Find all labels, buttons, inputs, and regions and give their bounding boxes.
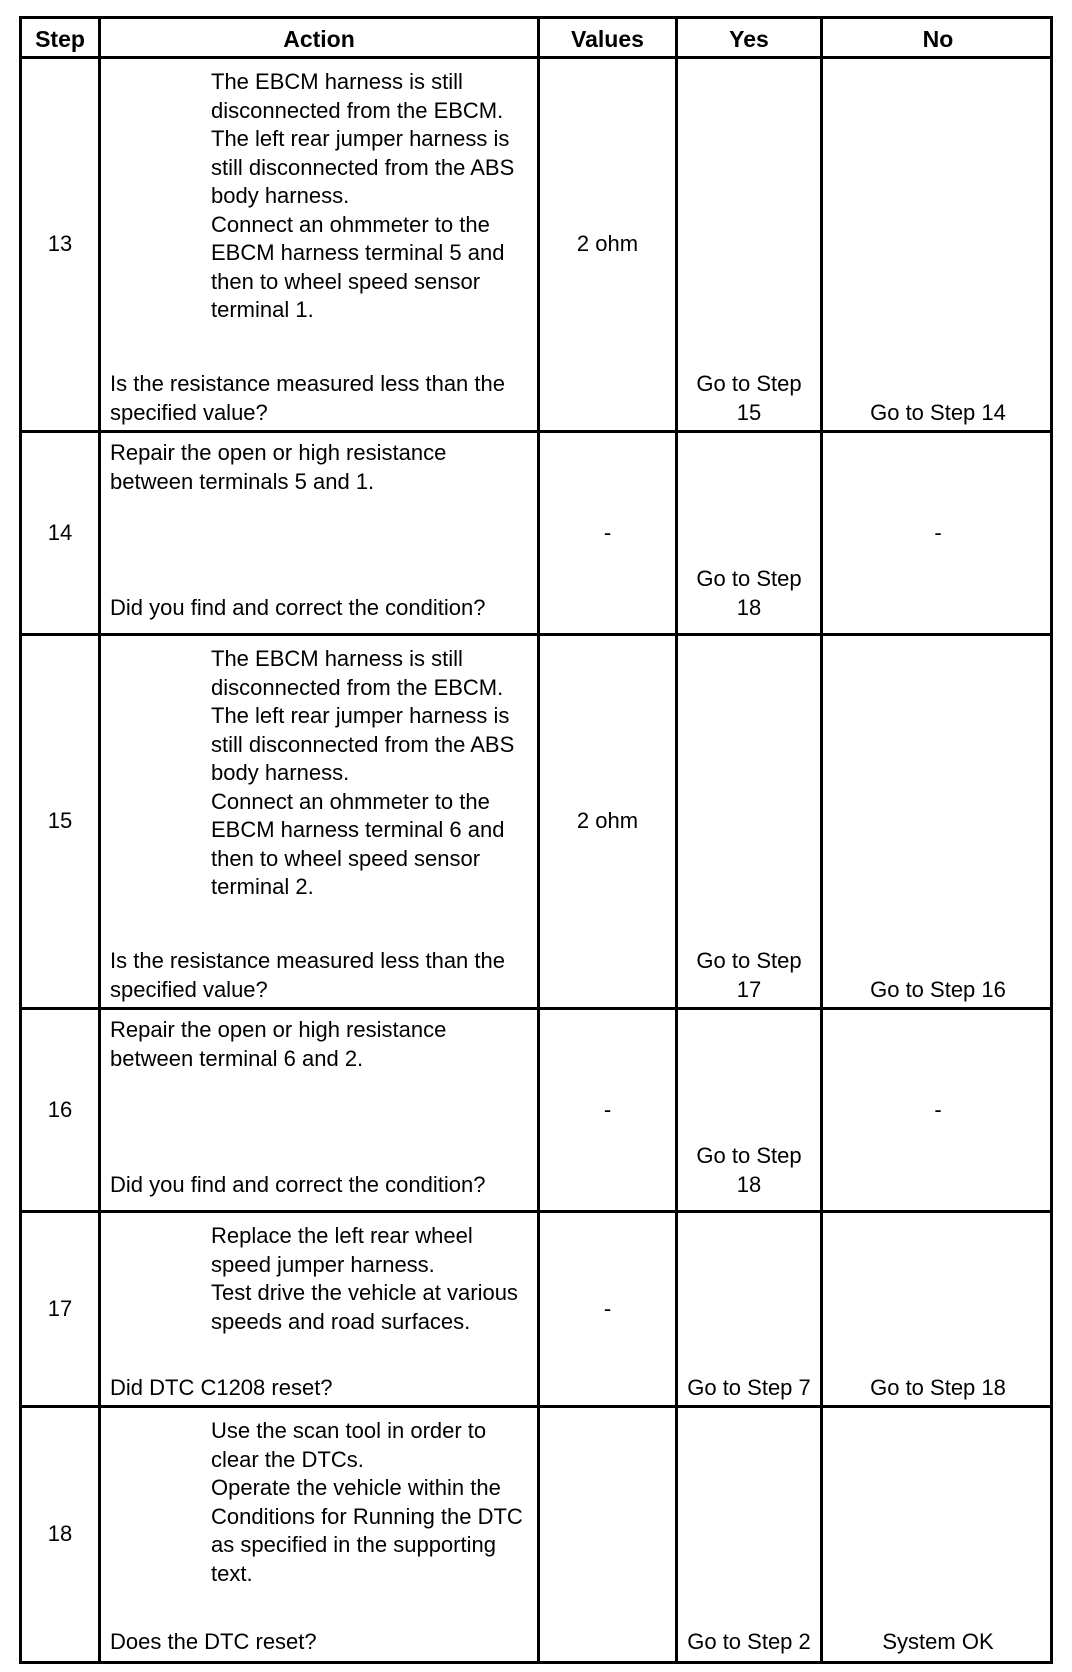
value-cell: 2 ohm [576,231,639,257]
header-no: No [922,25,954,52]
yes-result: Go to Step 17 [696,948,802,1002]
no-result: Go to Step 18 [870,1375,1006,1400]
yes-result: Go to Step 18 [696,1143,802,1197]
step-number: 18 [47,1521,73,1547]
column-divider [820,19,823,1661]
action-instructions: Use the scan tool in order to clear the DTCs. Operate the vehicle within the Conditions for Running the DTC as specified in the supporting text. [211,1418,523,1586]
action-instructions: The EBCM harness is still disconnected from the EBCM. The left rear jumper harness is still disconnected from the ABS body harness. Connect an ohmmeter to the EBCM harness terminal 5 and then to wheel speed sensor terminal 1. [211,69,515,322]
row-divider [22,633,1050,636]
action-question: Is the resistance measured less than the specified value? [110,371,505,425]
step-number: 15 [47,808,73,834]
column-divider [98,19,101,1661]
no-result: - [934,519,942,545]
action-question: Did DTC C1208 reset? [110,1375,333,1400]
value-cell: - [603,519,612,545]
value-cell: 2 ohm [576,808,639,834]
action-question: Is the resistance measured less than the specified value? [110,948,505,1002]
action-instructions: Repair the open or high resistance between terminal 6 and 2. [110,1017,447,1071]
header-yes: Yes [729,25,769,52]
no-result: System OK [882,1629,994,1654]
action-question: Does the DTC reset? [110,1629,317,1654]
action-instructions: Repair the open or high resistance between terminals 5 and 1. [110,440,447,494]
step-number: 14 [47,519,73,545]
yes-result: Go to Step 18 [696,566,802,620]
no-result: - [934,1096,942,1122]
no-result: Go to Step 16 [870,977,1006,1002]
step-number: 13 [47,231,73,257]
action-question: Did you find and correct the condition? [110,595,486,620]
step-number: 16 [47,1096,73,1122]
header-values: Values [571,25,644,52]
column-divider [675,19,678,1661]
yes-result: Go to Step 15 [696,371,802,425]
step-number: 17 [47,1295,73,1321]
yes-result: Go to Step 7 [687,1375,811,1400]
value-cell: - [603,1295,612,1321]
header-step: Step [35,25,85,52]
diagnostic-table [19,16,1053,1664]
value-cell: - [603,1096,612,1122]
no-result: Go to Step 14 [870,400,1006,425]
action-instructions: Replace the left rear wheel speed jumper harness. Test drive the vehicle at various speeds and road surfaces. [211,1223,518,1334]
value-cell [540,1408,675,1661]
row-divider [22,1210,1050,1213]
action-instructions: The EBCM harness is still disconnected from the EBCM. The left rear jumper harness is still disconnected from the ABS body harness. Connect an ohmmeter to the EBCM harness terminal 6 and then to wheel speed sensor terminal 2. [211,646,515,899]
yes-result: Go to Step 2 [687,1629,811,1654]
action-question: Did you find and correct the condition? [110,1172,486,1197]
header-action: Action [283,25,355,52]
row-divider [22,1405,1050,1408]
